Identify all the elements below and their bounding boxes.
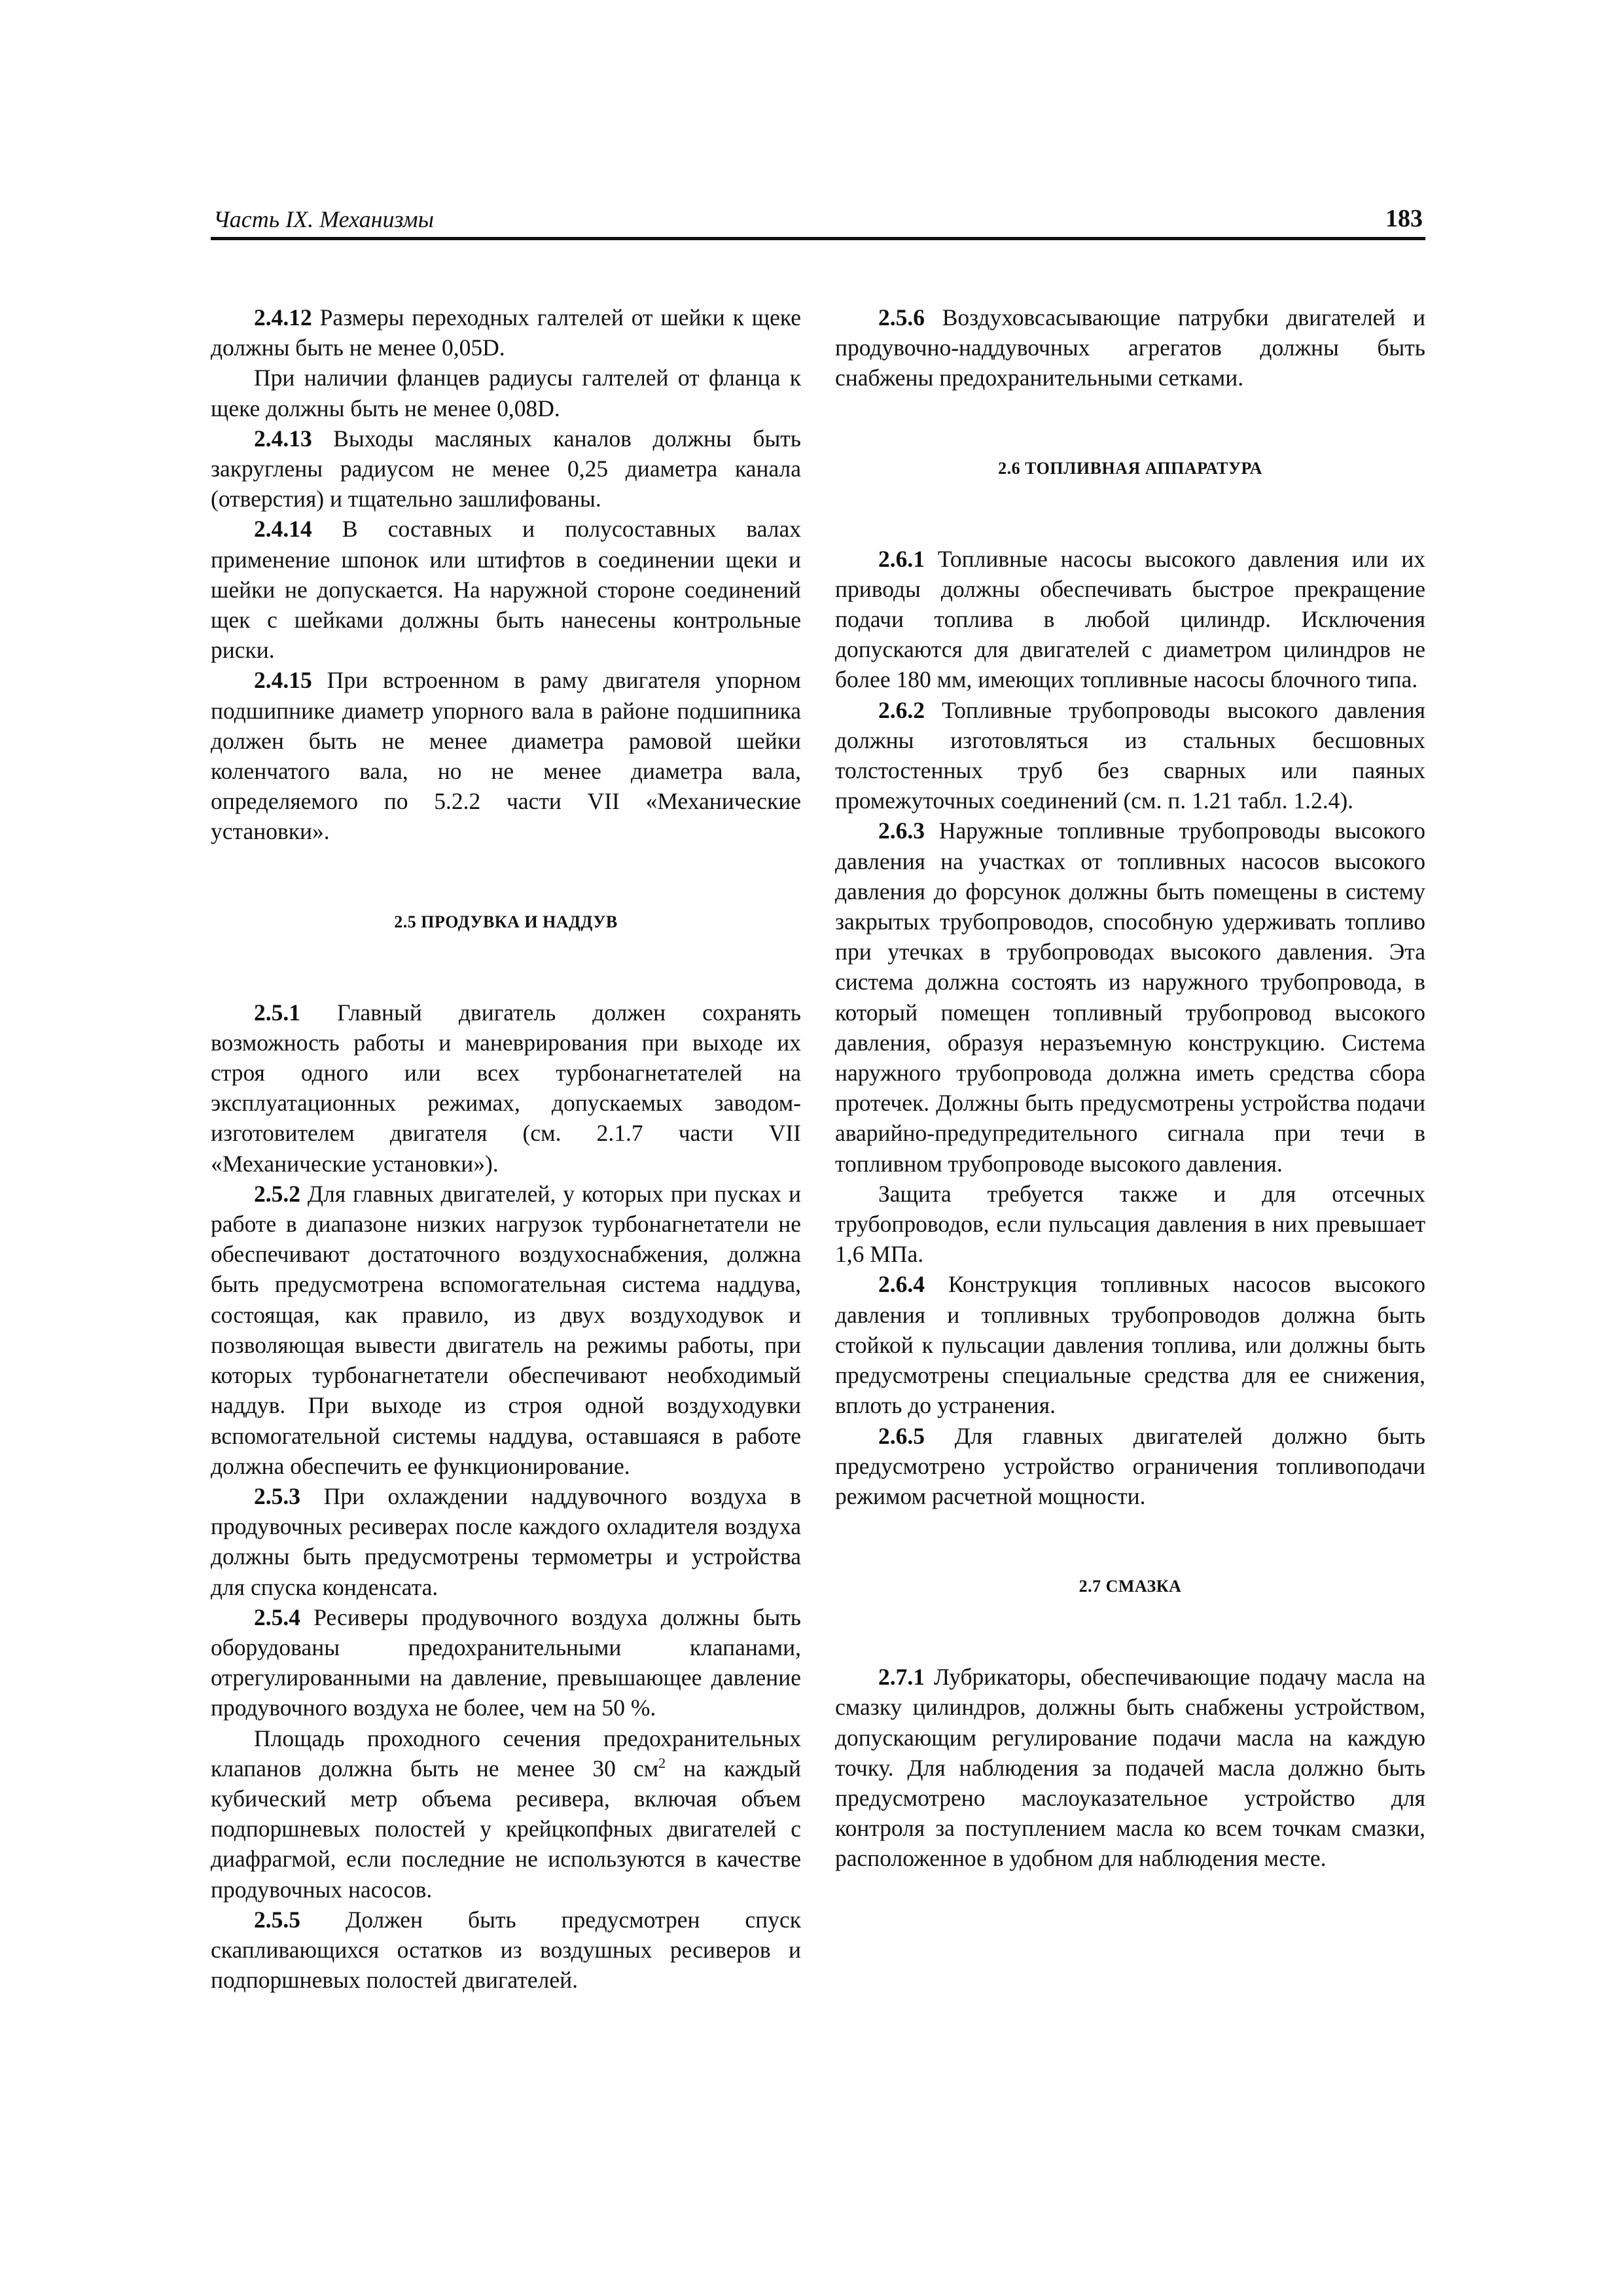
- clause-text: Должен быть предусмотрен спуск скапливающихся остатков из воздушных ресиверов и подпоршневых полостей двигателей.: [211, 1906, 801, 1994]
- clause-number: 2.5.5: [254, 1906, 300, 1933]
- clause-text: Для главных двигателей должно быть предусмотрено устройство ограничения топливоподачи режимом расчетной мощности.: [835, 1422, 1425, 1509]
- paragraph-2-6-3: [835, 816, 1425, 1178]
- clause-number: 2.6.5: [878, 1422, 925, 1449]
- clause-number: 2.4.14: [254, 516, 312, 543]
- clause-text: Для главных двигателей, у которых при пусках и работе в диапазоне низких нагрузок турбонагнетатели не обеспечивают достаточного воздухоснабжения, должна быть предусмотрена вспомогательная система наддува, состоящая, как правило, из двух воздуходувок и позволяющая вывести двигатель на режимы работы, при которых турбонагнетатели обеспечивают необходимый наддув. При выходе из строя одной воздуходувки вспомогательной системы наддува, оставшаяся в работе должна обеспечить ее функционирование.: [211, 1180, 801, 1479]
- section-heading-2-5: 2.5 ПРОДУВКА И НАДДУВ: [394, 912, 618, 931]
- clause-number: 2.5.4: [254, 1604, 300, 1630]
- clause-number: 2.5.1: [254, 999, 300, 1026]
- clause-text: на каждый кубический метр объема ресивера, включая объем подпоршневых полостей у крейцкопфных двигателей с диафрагмой, если последние не используются в качестве продувочных насосов.: [211, 1755, 801, 1903]
- clause-text: Размеры переходных галтелей от шейки к щеке должны быть не менее 0,05D.: [211, 304, 801, 361]
- clause-text: Площадь проходного сечения предохранительных клапанов должна быть не менее 30 см: [211, 1725, 801, 1782]
- running-header-title: Часть IX. Механизмы: [213, 206, 434, 232]
- paragraph-2-4-12: [211, 302, 801, 363]
- paragraph-2-6-2: [835, 695, 1425, 816]
- paragraph-2-6-1: [835, 544, 1425, 695]
- clause-number: 2.4.15: [254, 667, 312, 694]
- paragraph-2-4-15: [211, 665, 801, 846]
- paragraph-2-4-12-cont: При наличии фланцев радиусы галтелей от фланца к щеке должны быть не менее 0,08D.: [211, 365, 801, 422]
- paragraph-2-6-5: [835, 1421, 1425, 1512]
- clause-number: 2.7.1: [878, 1664, 925, 1691]
- page-number: 183: [1385, 205, 1423, 232]
- clause-text: Конструкция топливных насосов высокого давления и топливных трубопроводов должна быть стойкой к пульсации давления топлива, или должны быть предусмотрены специальные средства для ее снижения, вплоть до устранения.: [835, 1271, 1425, 1419]
- clause-number: 2.6.1: [878, 545, 925, 572]
- clause-text: Топливные насосы высокого давления или их приводы должны обеспечивать быстрое прекращение подачи топлива в любой цилиндр. Исключения допускаются для двигателей с диаметром цилиндров не более 180 мм, имеющих топливные насосы блочного типа.: [835, 545, 1425, 693]
- paragraph-2-5-4-cont: [211, 1723, 801, 1905]
- clause-text: Ресиверы продувочного воздуха должны быть оборудованы предохранительными клапанами, отрегулированными на давление, превышающее давление продувочного воздуха не более, чем на 50 %.: [211, 1604, 801, 1721]
- clause-number: 2.4.13: [254, 425, 312, 452]
- clause-text: Лубрикаторы, обеспечивающие подачу масла на смазку цилиндров, должны быть снабжены устройством, допускающим регулирование подачи масла на каждую точку. Для наблюдения за подачей масла должно быть предусмотрено маслоуказательное устройство для контроля за поступлением масла ко всем точкам смазки, расположенное в удобном для наблюдения месте.: [835, 1664, 1425, 1872]
- paragraph-2-5-4: [211, 1602, 801, 1723]
- paragraph-2-5-6: [835, 302, 1425, 393]
- section-heading-2-6: 2.6 ТОПЛИВНАЯ АППАРАТУРА: [998, 458, 1262, 478]
- clause-number: 2.5.2: [254, 1180, 300, 1207]
- clause-number: 2.5.3: [254, 1482, 300, 1509]
- clause-text: При охлаждении наддувочного воздуха в продувочных ресиверах после каждого охладителя воздуха должны быть предусмотрены термометры и устройства для спуска конденсата.: [211, 1482, 801, 1600]
- clause-number: 2.5.6: [878, 304, 925, 331]
- left-column: [211, 302, 801, 1995]
- superscript: 2: [658, 1754, 666, 1771]
- paragraph-2-7-1: [835, 1662, 1425, 1873]
- paragraph-2-4-13: [211, 423, 801, 514]
- clause-text: Наружные топливные трубопроводы высокого давления на участках от топливных насосов высокого давления до форсунок должны быть помещены в систему закрытых трубопроводов, способную удерживать топливо при утечках в трубопроводах высокого давления. Эта система должна состоять из наружного трубопровода, в который помещен топливный трубопровод высокого давления, образуя неразъемную конструкцию. Система наружного трубопровода должна иметь средства сбора протечек. Должны быть предусмотрены устройства подачи аварийно-предупредительного сигнала при течи в топливном трубопроводе высокого давления.: [835, 817, 1425, 1177]
- clause-text: При встроенном в раму двигателя упорном подшипнике диаметр упорного вала в районе подшипника должен быть не менее диаметра рамовой шейки коленчатого вала, но не менее диаметра вала, определяемого по 5.2.2 части VII «Механические установки».: [211, 667, 801, 845]
- clause-number: 2.6.4: [878, 1271, 925, 1298]
- paragraph-2-5-1: [211, 997, 801, 1179]
- paragraph-2-6-4: [835, 1269, 1425, 1420]
- clause-number: 2.6.2: [878, 696, 925, 723]
- right-column: [835, 302, 1425, 1874]
- paragraph-2-5-5: [211, 1905, 801, 1996]
- paragraph-2-5-2: [211, 1179, 801, 1481]
- section-heading-2-7: 2.7 СМАЗКА: [1079, 1577, 1182, 1596]
- clause-number: 2.6.3: [878, 817, 925, 844]
- clause-text: Топливные трубопроводы высокого давления должны изготовляться из стальных бесшовных толстостенных труб без сварных или паяных промежуточных соединений (см. п. 1.21 табл. 1.2.4).: [835, 696, 1425, 814]
- clause-text: В составных и полусоставных валах применение шпонок или штифтов в соединении щеки и шейки не допускается. На наружной стороне соединений щек с шейками должны быть нанесены контрольные риски.: [211, 516, 801, 664]
- clause-number: 2.4.12: [254, 304, 312, 331]
- paragraph-2-4-14: [211, 514, 801, 665]
- paragraph-2-6-3-cont: Защита требуется также и для отсечных трубопроводов, если пульсация давления в них превышает 1,6 МПа.: [835, 1180, 1425, 1268]
- clause-text: Выходы масляных каналов должны быть закруглены радиусом не менее 0,25 диаметра канала (отверстия) и тщательно зашлифованы.: [211, 425, 801, 512]
- clause-text: Воздуховсасывающие патрубки двигателей и продувочно-наддувочных агрегатов должны быть снабжены предохранительными сетками.: [835, 304, 1425, 391]
- running-header: [211, 198, 1425, 240]
- clause-text: Главный двигатель должен сохранять возможность работы и маневрирования при выходе их строя одного или всех турбонагнетателей на эксплуатационных режимах, допускаемых заводом-изготовителем двигателя (см. 2.1.7 части VII «Механические установки»).: [211, 999, 801, 1177]
- paragraph-2-5-3: [211, 1481, 801, 1602]
